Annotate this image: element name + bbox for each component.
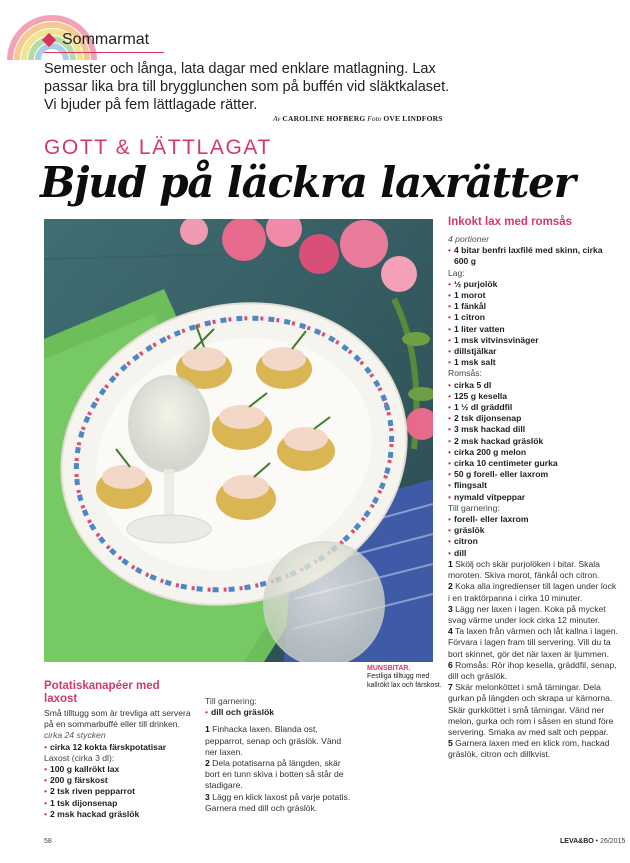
lag-item: • 1 citron (448, 312, 618, 323)
romsas-label: Romsås: (448, 368, 482, 379)
section-title: Sommarmat (62, 31, 150, 48)
garnish-item: • gräslök (448, 525, 618, 536)
step-number: 7 (448, 682, 453, 693)
romsas-item: • flingsalt (448, 480, 618, 491)
side-step (205, 792, 355, 814)
intro-text: Semester och långa, lata dagar med enklare matlagning. Lax passar lika bra till brygglunchen som på buffén vid släktkalaset. Vi bjuder på fem lättlagade rätter. (44, 61, 450, 113)
recipe-step (448, 626, 618, 660)
lag-item: • 1 fänkål (448, 301, 618, 312)
romsas-item: • 125 g kesella (448, 391, 618, 402)
romsas-item: • 1 ½ dl gräddfil (448, 402, 618, 413)
side-recipe-steps (205, 696, 355, 814)
step-text: Dela potatisarna på längden, skär bort en tunn skiva i botten så står de stadigare. (205, 758, 344, 791)
romsas-item: • 50 g forell- eller laxrom (448, 469, 618, 480)
step-number: 3 (205, 791, 210, 802)
side-recipe-title: Potatiskanapéer med laxost (44, 680, 160, 705)
photo-caption (367, 665, 443, 690)
main-recipe (448, 216, 618, 761)
garnish-label: Till garnering: (448, 502, 500, 513)
byline (273, 114, 443, 123)
lag-item: • 1 morot (448, 290, 618, 301)
side-step (205, 758, 355, 792)
step-number: 4 (448, 626, 453, 637)
recipe-step (448, 581, 618, 603)
step-number: 5 (448, 738, 453, 749)
photo-prefix: Foto (367, 114, 382, 123)
side-ingredient: • cirka 12 kokta färskpotatisar (44, 742, 194, 753)
magazine-name: LEVA&BO (560, 838, 594, 845)
side-portions: cirka 24 stycken (44, 730, 106, 741)
photographer: OVE LINDFORS (383, 114, 443, 123)
side-recipe-ingredients (44, 680, 194, 820)
step-number: 2 (205, 758, 210, 769)
section-label (44, 31, 149, 49)
garnish-item: • citron (448, 536, 618, 547)
laxost-label: Laxost (cirka 3 dl): (44, 752, 115, 763)
main-ingredient: • 4 bitar benfri laxfilé med skinn, cirka 600 g (448, 245, 618, 267)
section-rule (44, 52, 164, 53)
side-garnish-label: Till garnering: (205, 696, 257, 706)
lag-item: • 1 msk vitvinsvinäger (448, 335, 618, 346)
issue-number: 26/2015 (600, 838, 626, 845)
page-number: 58 (44, 838, 52, 845)
main-recipe-title: Inkokt lax med romsås (448, 216, 572, 228)
recipe-step (448, 559, 618, 581)
side-ingredient: • 1 tsk dijonsenap (44, 798, 194, 809)
garnish-item: • forell- eller laxrom (448, 514, 618, 525)
romsas-item: • cirka 5 dl (448, 380, 618, 391)
step-text: Romsås: Rör ihop kesella, gräddfil, senap, dill och gräslök. (448, 659, 617, 681)
side-ingredient: • 100 g kallrökt lax (44, 764, 194, 775)
side-ingredient: • 200 g färskost (44, 775, 194, 786)
step-text: Skär melonköttet i små tärningar. Dela gurkan på längden och skrapa ur kärnorna. Skär gurkköttet i små tärningar. Vänd ner melon, gurka och rom i såsen en stund före servering. Smaka av med salt och peppar. (448, 682, 614, 737)
step-number: 1 (205, 724, 210, 735)
step-text: Koka alla ingredienser till lagen under lock i en traktörpanna i cirka 10 minuter. (448, 581, 617, 603)
side-ingredient: • 2 tsk riven pepparrot (44, 786, 194, 797)
step-number: 3 (448, 603, 453, 614)
romsas-item: • 3 msk hackad dill (448, 424, 618, 435)
recipe-step (448, 660, 618, 682)
kicker: GOTT & LÄTTLAGAT (44, 136, 272, 159)
romsas-item: • cirka 10 centimeter gurka (448, 458, 618, 469)
recipe-step (448, 682, 618, 738)
step-text: Ta laxen från värmen och låt kallna i lagen. Förvara i lagen fram till servering. Vill du ta bort skinnet, gör det när laxen är ljummen. (448, 626, 618, 659)
side-garnish-item: • dill och gräslök (205, 707, 355, 718)
caption-label: MUNSBITAR. (367, 665, 411, 672)
recipe-step (448, 738, 618, 760)
side-ingredient: • 2 msk hackad gräslök (44, 809, 194, 820)
main-portions: 4 portioner (448, 234, 490, 244)
recipe-step (448, 604, 618, 626)
folio: LEVA&BO • 26/2015 (560, 838, 626, 845)
step-number: 1 (448, 558, 453, 569)
romsas-item: • 2 tsk dijonsenap (448, 413, 618, 424)
lag-item: • 1 liter vatten (448, 324, 618, 335)
romsas-item: • nymald vitpeppar (448, 492, 618, 503)
headline: Bjud på läckra laxrätter (40, 158, 575, 207)
lag-item: • dillstjälkar (448, 346, 618, 357)
step-text: Skölj och skär purjolöken i bitar. Skala moroten. Skiva morot, fänkål och citron. (448, 558, 600, 581)
author: CAROLINE HOFBERG (282, 114, 366, 123)
byline-prefix: Av (273, 114, 281, 123)
step-text: Lägg ner laxen i lagen. Koka på mycket svag värme under lock cirka 12 minuter. (448, 603, 606, 625)
step-text: Finhacka laxen. Blanda ost, pepparrot, senap och gräslök. Vänd ner laxen. (205, 724, 342, 757)
side-intro: Små tilltugg som är trevliga att servera på en sommarbuffé eller till drinken. (44, 708, 191, 730)
step-number: 6 (448, 659, 453, 670)
romsas-item: • 2 msk hackad gräslök (448, 436, 618, 447)
lag-item: • ½ purjolök (448, 279, 618, 290)
diamond-icon (42, 33, 56, 47)
romsas-item: • cirka 200 g melon (448, 447, 618, 458)
step-text: Lägg en klick laxost på varje potatis. Garnera med dill och gräslök. (205, 791, 351, 813)
salmon-canapes-photo (44, 219, 433, 662)
lag-item: • 1 msk salt (448, 357, 618, 368)
lag-label: Lag: (448, 267, 465, 278)
garnish-item: • dill (448, 548, 618, 559)
step-text: Garnera laxen med en klick rom, hackad gräslök, citron och dillkvist. (448, 738, 610, 760)
step-number: 2 (448, 581, 453, 592)
caption-text: Festliga tilltugg med kallrökt lax och färskost. (367, 673, 442, 689)
side-step (205, 724, 355, 758)
